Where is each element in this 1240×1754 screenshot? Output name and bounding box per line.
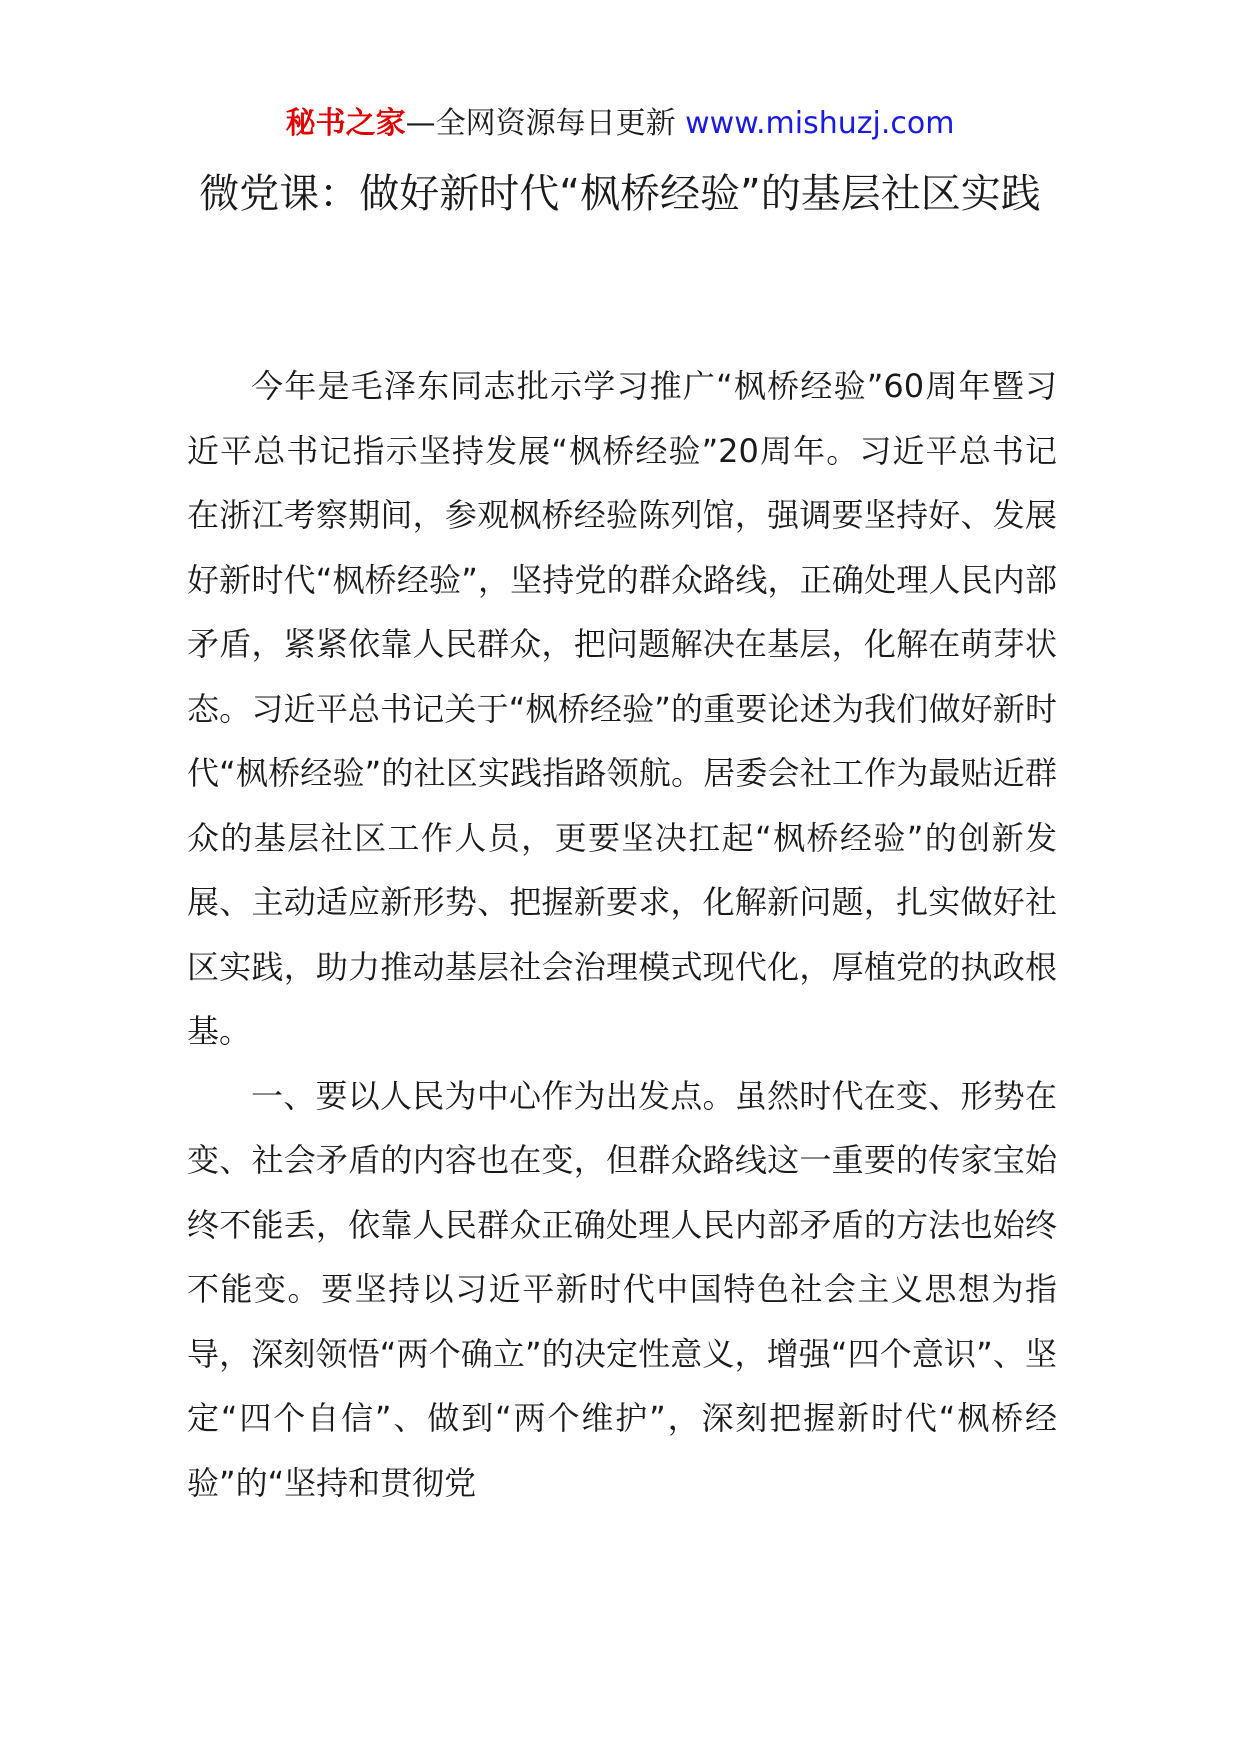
site-brand: 秘书之家 xyxy=(285,106,406,141)
paragraph-intro: 今年是毛泽东同志批示学习推广“枫桥经验”60周年暨习近平总书记指示坚持发展“枫桥经验”20周年。习近平总书记在浙江考察期间，参观枫桥经验陈列馆，强调要坚持好、发展好新时代“枫桥经验”，坚持党的群众路线，正确处理人民内部矛盾，紧紧依靠人民群众，把问题解决在基层，化解在萌芽状态。习近平总书记关于“枫桥经验”的重要论述为我们做好新时代“枫桥经验”的社区实践指路领航。居委会社工作为最贴近群众的基层社区工作人员，更要坚决扛起“枫桥经验”的创新发展、主动适应新形势、把握新要求，化解新问题，扎实做好社区实践，助力推动基层社会治理模式现代化，厚植党的执政根基。 xyxy=(187,367,1057,1050)
site-header xyxy=(0,100,1240,148)
site-tagline: —全网资源每日更新 xyxy=(405,106,686,141)
document-body xyxy=(187,354,1057,1515)
document-title: 微党课：做好新时代“枫桥经验”的基层社区实践 xyxy=(199,171,1041,217)
paragraph-section-1: 一、要以人民为中心作为出发点。虽然时代在变、形势在变、社会矛盾的内容也在变，但群众路线这一重要的传家宝始终不能丢，依靠人民群众正确处理人民内部矛盾的方法也始终不能变。要坚持以习近平新时代中国特色社会主义思想为指导，深刻领悟“两个确立”的决定性意义，增强“四个意识”、坚定“四个自信”、做到“两个维护”，深刻把握新时代“枫桥经验”的“坚持和贯彻党 xyxy=(187,1076,1057,1502)
site-url[interactable]: www.mishuzj.com xyxy=(685,106,955,141)
